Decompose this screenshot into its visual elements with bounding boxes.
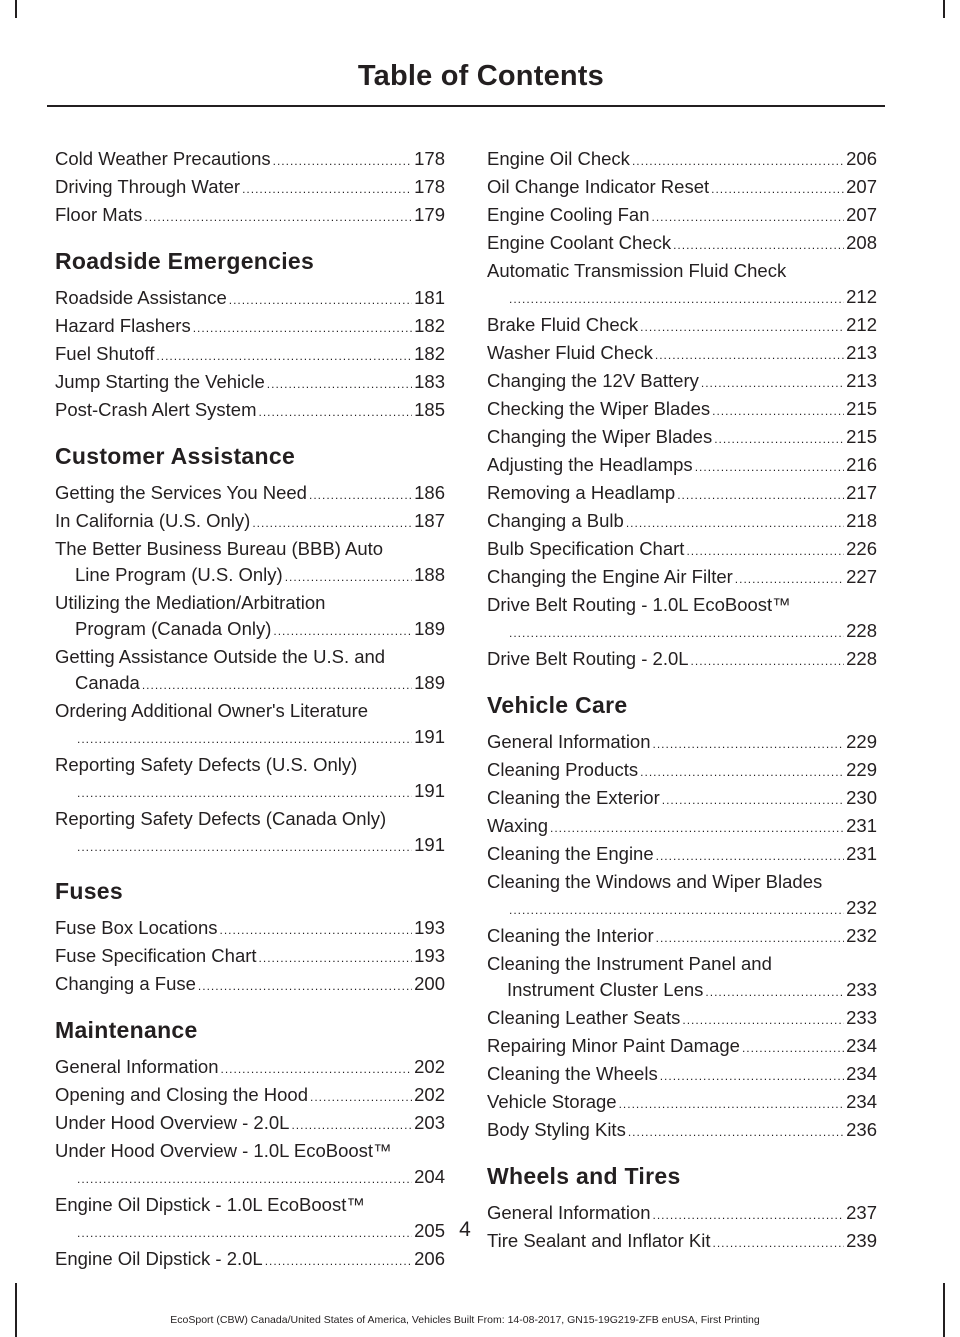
toc-entry[interactable] [487, 146, 877, 174]
dot-leader [628, 1119, 844, 1145]
toc-entry-leader-line [55, 341, 445, 369]
dot-leader [735, 566, 844, 592]
toc-column-right [487, 146, 877, 1256]
section-heading: Customer Assistance [55, 443, 296, 469]
dot-leader [309, 482, 412, 508]
toc-entry-leader-line [487, 646, 877, 674]
toc-entry-title: Getting Assistance Outside the U.S. and [55, 646, 386, 667]
toc-entry[interactable] [55, 480, 445, 508]
toc-entry-leader-line [487, 396, 877, 424]
toc-entry-leader-line [487, 757, 877, 785]
dot-leader [509, 286, 844, 312]
toc-entry[interactable] [55, 698, 445, 752]
toc-entry-leader-line [55, 1110, 445, 1138]
dot-leader [656, 843, 844, 869]
toc-entry[interactable] [487, 368, 877, 396]
toc-page-number: 237 [846, 1202, 877, 1223]
toc-entry[interactable] [487, 646, 877, 674]
toc-entry[interactable] [487, 452, 877, 480]
dot-leader [259, 945, 413, 971]
toc-page-number: 189 [414, 672, 445, 693]
toc-entry-leader-line [487, 340, 877, 368]
dot-leader [259, 399, 413, 425]
crop-mark-top-right [943, 0, 945, 18]
toc-entry-title: General Information [487, 731, 651, 752]
toc-page-number: 234 [846, 1091, 877, 1112]
toc-page-number: 232 [846, 925, 877, 946]
toc-entry[interactable] [487, 340, 877, 368]
dot-leader [677, 482, 844, 508]
toc-entry[interactable] [487, 951, 877, 1005]
toc-page-number: 189 [414, 618, 445, 639]
toc-entry-leader-line [487, 508, 877, 536]
toc-entry-title: Checking the Wiper Blades [487, 398, 711, 419]
toc-entry-title: Cold Weather Precautions [55, 148, 271, 169]
toc-entry-title: Hazard Flashers [55, 315, 191, 336]
toc-entry-title: Opening and Closing the Hood [55, 1084, 309, 1105]
toc-entry-leader-line [487, 1117, 877, 1145]
section-heading: Fuses [55, 878, 123, 904]
toc-page-number: 217 [846, 482, 877, 503]
toc-entry-leader-line [55, 369, 445, 397]
toc-entry-leader-line [55, 616, 445, 644]
toc-page-number: 230 [846, 787, 877, 808]
toc-entry-title-continued: Program (Canada Only) [75, 618, 272, 639]
toc-entry[interactable] [487, 536, 877, 564]
dot-leader [310, 1084, 412, 1110]
dot-leader [229, 287, 412, 313]
toc-entry-title-continued: Canada [75, 672, 140, 693]
toc-entry-title: Cleaning Leather Seats [487, 1007, 681, 1028]
dot-leader [714, 426, 844, 452]
toc-entry-leader-line [55, 146, 445, 174]
section-heading: Maintenance [55, 1017, 198, 1043]
toc-entry-leader-line [55, 832, 445, 860]
toc-page-number: 212 [846, 314, 877, 335]
toc-page-number: 233 [846, 979, 877, 1000]
dot-leader [652, 204, 845, 230]
toc-entry[interactable] [55, 313, 445, 341]
toc-entry-title-continued: Instrument Cluster Lens [507, 979, 704, 1000]
dot-leader [712, 398, 844, 424]
toc-page-number: 229 [846, 731, 877, 752]
toc-entry[interactable] [487, 1061, 877, 1089]
toc-page-number: 204 [414, 1166, 445, 1187]
toc-entry-leader-line [487, 174, 877, 202]
toc-entry-title: Engine Oil Check [487, 148, 630, 169]
toc-page-number: 234 [846, 1035, 877, 1056]
toc-entry[interactable] [487, 174, 877, 202]
toc-entry-title: Drive Belt Routing - 1.0L EcoBoost™ [487, 594, 791, 615]
dot-leader [626, 510, 844, 536]
footer-text: EcoSport (CBW) Canada/United States of America, Vehicles Built From: 14-08-2017, GN15-19G219-ZFB enUSA, First Printing [170, 1314, 760, 1326]
dot-leader [701, 370, 844, 396]
toc-entry[interactable] [55, 341, 445, 369]
toc-page-number: 226 [846, 538, 877, 559]
toc-entry-title: Floor Mats [55, 204, 143, 225]
toc-entry[interactable] [487, 1033, 877, 1061]
toc-entry[interactable] [487, 424, 877, 452]
toc-entry-title: Waxing [487, 815, 549, 836]
dot-leader [640, 314, 844, 340]
toc-entry-leader-line [55, 724, 445, 752]
toc-entry-leader-line [55, 1164, 445, 1192]
toc-entry-title: Fuel Shutoff [55, 343, 155, 364]
toc-page-number: 202 [414, 1056, 445, 1077]
toc-entry-title: Adjusting the Headlamps [487, 454, 693, 475]
toc-entry-leader-line [487, 480, 877, 508]
toc-entry[interactable] [487, 508, 877, 536]
toc-entry[interactable] [55, 644, 445, 698]
toc-page-number: 236 [846, 1119, 877, 1140]
toc-entry[interactable] [487, 564, 877, 592]
crop-mark-bottom-left [15, 1283, 17, 1337]
toc-entry-title: Engine Coolant Check [487, 232, 672, 253]
dot-leader [640, 759, 844, 785]
toc-entry[interactable] [487, 312, 877, 340]
toc-page-number: 216 [846, 454, 877, 475]
toc-entry-leader-line [487, 536, 877, 564]
toc-entry-leader-line [487, 564, 877, 592]
toc-entry-leader-line [487, 1061, 877, 1089]
toc-entry-leader-line [487, 230, 877, 258]
toc-entry[interactable] [55, 1110, 445, 1138]
toc-page-number: 183 [414, 371, 445, 392]
toc-entry-leader-line [487, 368, 877, 396]
toc-page-number: 228 [846, 648, 877, 669]
toc-page-number: 200 [414, 973, 445, 994]
dot-leader [653, 731, 845, 757]
toc-entry[interactable] [487, 923, 877, 951]
toc-entry-leader-line [487, 1089, 877, 1117]
dot-leader [252, 510, 412, 536]
toc-page-number: 207 [846, 176, 877, 197]
toc-entry-title: The Better Business Bureau (BBB) Auto [55, 538, 384, 559]
dot-leader [660, 1063, 844, 1089]
toc-entry[interactable] [55, 397, 445, 425]
toc-entry-title: Vehicle Storage [487, 1091, 617, 1112]
section-heading: Vehicle Care [487, 692, 628, 718]
dot-leader [77, 726, 412, 752]
toc-entry-leader-line [487, 618, 877, 646]
toc-entry-leader-line [55, 1054, 445, 1082]
toc-entry-title: Roadside Assistance [55, 287, 227, 308]
section-heading: Wheels and Tires [487, 1163, 681, 1189]
toc-entry[interactable] [55, 1246, 445, 1274]
toc-entry[interactable] [487, 1089, 877, 1117]
toc-page-number: 215 [846, 398, 877, 419]
toc-entry-leader-line [55, 313, 445, 341]
toc-page-number: 185 [414, 399, 445, 420]
dot-leader [242, 176, 412, 202]
toc-page-number: 239 [846, 1230, 877, 1251]
dot-leader [285, 564, 412, 590]
toc-page-number: 215 [846, 426, 877, 447]
toc-entry-title: Changing the 12V Battery [487, 370, 699, 391]
toc-page-number: 181 [414, 287, 445, 308]
toc-page-number: 203 [414, 1112, 445, 1133]
toc-entry-leader-line [487, 785, 877, 813]
dot-leader [686, 538, 844, 564]
toc-entry-title: Automatic Transmission Fluid Check [487, 260, 787, 281]
toc-page-number: 191 [414, 726, 445, 747]
toc-entry-title: Changing the Wiper Blades [487, 426, 713, 447]
toc-entry-leader-line [487, 813, 877, 841]
dot-leader [632, 148, 844, 174]
toc-entry[interactable] [55, 1054, 445, 1082]
toc-entry[interactable] [487, 729, 877, 757]
toc-entry-leader-line [55, 202, 445, 230]
dot-leader [619, 1091, 845, 1117]
toc-entry[interactable] [55, 508, 445, 536]
toc-entry-title: Getting the Services You Need [55, 482, 307, 503]
toc-entry-title: Cleaning the Engine [487, 843, 654, 864]
dot-leader [221, 1056, 413, 1082]
toc-entry-title: Cleaning the Exterior [487, 787, 660, 808]
toc-page-number: 207 [846, 204, 877, 225]
toc-entry-title: Under Hood Overview - 1.0L EcoBoost™ [55, 1140, 392, 1161]
toc-entry[interactable] [487, 841, 877, 869]
toc-entry[interactable] [55, 369, 445, 397]
toc-entry-title: Reporting Safety Defects (U.S. Only) [55, 754, 358, 775]
toc-entry-title: Cleaning the Wheels [487, 1063, 658, 1084]
dot-leader [198, 973, 412, 999]
toc-entry-leader-line [487, 424, 877, 452]
page-number: 4 [459, 1218, 471, 1241]
dot-leader [77, 1166, 412, 1192]
dot-leader [655, 342, 844, 368]
dot-leader [273, 148, 413, 174]
toc-entry[interactable] [487, 1005, 877, 1033]
toc-entry[interactable] [487, 592, 877, 646]
toc-entry-leader-line [487, 895, 877, 923]
dot-leader [156, 343, 412, 369]
toc-page-number: 231 [846, 815, 877, 836]
toc-page-number: 193 [414, 945, 445, 966]
toc-page-number: 187 [414, 510, 445, 531]
toc-entry[interactable] [55, 943, 445, 971]
toc-page-number: 218 [846, 510, 877, 531]
toc-entry[interactable] [487, 1117, 877, 1145]
toc-entry[interactable] [55, 915, 445, 943]
toc-entry-title: Cleaning the Instrument Panel and [487, 953, 772, 974]
toc-entry-title: Cleaning the Interior [487, 925, 654, 946]
toc-page-number: 205 [414, 1220, 445, 1241]
toc-entry-title: Changing the Engine Air Filter [487, 566, 733, 587]
toc-entry-leader-line [55, 285, 445, 313]
toc-page-number: 178 [414, 176, 445, 197]
dot-leader [193, 315, 412, 341]
toc-entry-leader-line [55, 508, 445, 536]
toc-entry-leader-line [55, 670, 445, 698]
dot-leader [705, 979, 844, 1005]
toc-page-number: 186 [414, 482, 445, 503]
toc-entry[interactable] [487, 202, 877, 230]
toc-entry-leader-line [487, 312, 877, 340]
toc-entry-leader-line [55, 1082, 445, 1110]
toc-entry-leader-line [487, 841, 877, 869]
toc-entry-title: Bulb Specification Chart [487, 538, 685, 559]
dot-leader [695, 454, 844, 480]
dot-leader [144, 204, 412, 230]
toc-entry-title: Engine Oil Dipstick - 1.0L EcoBoost™ [55, 1194, 365, 1215]
toc-entry-title: Oil Change Indicator Reset [487, 176, 710, 197]
toc-entry[interactable] [487, 230, 877, 258]
dot-leader [509, 897, 844, 923]
toc-entry-title: Washer Fluid Check [487, 342, 653, 363]
toc-entry-title: Jump Starting the Vehicle [55, 371, 265, 392]
toc-entry-title: Cleaning the Windows and Wiper Blades [487, 871, 823, 892]
toc-page-number: 202 [414, 1084, 445, 1105]
toc-entry-title: Driving Through Water [55, 176, 241, 197]
dot-leader [682, 1007, 844, 1033]
toc-entry-title: Engine Oil Dipstick - 2.0L [55, 1248, 263, 1269]
toc-page-number: 179 [414, 204, 445, 225]
dot-leader [656, 925, 845, 951]
toc-entry-leader-line [487, 284, 877, 312]
toc-entry[interactable] [55, 285, 445, 313]
dot-leader [291, 1112, 412, 1138]
toc-page-number: 206 [414, 1248, 445, 1269]
toc-entry[interactable] [487, 757, 877, 785]
toc-entry[interactable] [55, 536, 445, 590]
toc-page-number: 208 [846, 232, 877, 253]
toc-entry-title: Brake Fluid Check [487, 314, 639, 335]
toc-entry-title: In California (U.S. Only) [55, 510, 251, 531]
toc-entry-leader-line [487, 977, 877, 1005]
toc-entry-title: Drive Belt Routing - 2.0L [487, 648, 689, 669]
page-title: Table of Contents [357, 60, 604, 92]
toc-column-left [55, 146, 445, 1274]
toc-entry-leader-line [487, 146, 877, 174]
toc-entry[interactable] [55, 971, 445, 999]
toc-page-number: 213 [846, 342, 877, 363]
toc-entry-title: Tire Sealant and Inflator Kit [487, 1230, 711, 1251]
toc-entry-title: Fuse Box Locations [55, 917, 218, 938]
toc-entry-leader-line [55, 562, 445, 590]
toc-entry-leader-line [55, 943, 445, 971]
toc-entry[interactable] [487, 258, 877, 312]
toc-entry[interactable] [55, 590, 445, 644]
toc-entry-leader-line [487, 1005, 877, 1033]
toc-entry-title: Removing a Headlamp [487, 482, 676, 503]
dot-leader [662, 787, 844, 813]
dot-leader [77, 780, 412, 806]
dot-leader [219, 917, 412, 943]
toc-entry[interactable] [55, 174, 445, 202]
toc-entry-title: Changing a Bulb [487, 510, 624, 531]
toc-entry-leader-line [487, 1033, 877, 1061]
toc-entry-leader-line [55, 1246, 445, 1274]
toc-page-number: 229 [846, 759, 877, 780]
toc-entry[interactable] [487, 396, 877, 424]
toc-entry-title-continued: Line Program (U.S. Only) [75, 564, 283, 585]
toc-entry-title: Body Styling Kits [487, 1119, 626, 1140]
toc-entry-leader-line [487, 452, 877, 480]
toc-page-number: 228 [846, 620, 877, 641]
toc-page-number: 227 [846, 566, 877, 587]
toc-entry-leader-line [487, 729, 877, 757]
toc-entry-title: General Information [55, 1056, 219, 1077]
toc-entry-title: Repairing Minor Paint Damage [487, 1035, 740, 1056]
toc-page-number: 212 [846, 286, 877, 307]
dot-leader [273, 618, 412, 644]
toc-entry-title: Engine Cooling Fan [487, 204, 650, 225]
crop-mark-bottom-right [943, 1283, 945, 1337]
toc-page-number: 178 [414, 148, 445, 169]
toc-page-number: 193 [414, 917, 445, 938]
dot-leader [742, 1035, 844, 1061]
toc-entry-title: General Information [487, 1202, 651, 1223]
toc-entry[interactable] [487, 480, 877, 508]
dot-leader [77, 834, 412, 860]
dot-leader [711, 176, 844, 202]
toc-entry-leader-line [55, 915, 445, 943]
toc-entry[interactable] [487, 785, 877, 813]
toc-entry-leader-line [55, 397, 445, 425]
toc-page-number: 213 [846, 370, 877, 391]
toc-entry-title: Post-Crash Alert System [55, 399, 257, 420]
toc-entry-title: Changing a Fuse [55, 973, 196, 994]
toc-entry-title: Under Hood Overview - 2.0L [55, 1112, 290, 1133]
toc-page-number: 182 [414, 343, 445, 364]
toc-entry-title: Ordering Additional Owner's Literature [55, 700, 369, 721]
toc-entry-leader-line [55, 174, 445, 202]
dot-leader [673, 232, 844, 258]
toc-page-number: 206 [846, 148, 877, 169]
toc-entry[interactable] [55, 202, 445, 230]
dot-leader [142, 672, 412, 698]
crop-mark-top-left [15, 0, 17, 18]
dot-leader [265, 1248, 412, 1274]
toc-entry-leader-line [487, 202, 877, 230]
toc-entry[interactable] [55, 752, 445, 806]
header-divider [47, 105, 885, 107]
toc-page-number: 232 [846, 897, 877, 918]
toc-page-number: 182 [414, 315, 445, 336]
toc-entry[interactable] [55, 806, 445, 860]
toc-entry[interactable] [487, 813, 877, 841]
section-heading: Roadside Emergencies [55, 248, 315, 274]
toc-entry[interactable] [487, 869, 877, 923]
toc-entry[interactable] [55, 1138, 445, 1192]
dot-leader [691, 648, 845, 674]
toc-page-number: 231 [846, 843, 877, 864]
toc-entry[interactable] [55, 146, 445, 174]
dot-leader [509, 620, 844, 646]
toc-entry-leader-line [55, 778, 445, 806]
toc-page-number: 233 [846, 1007, 877, 1028]
toc-entry-title: Reporting Safety Defects (Canada Only) [55, 808, 387, 829]
toc-entry-leader-line [487, 923, 877, 951]
toc-entry-title: Utilizing the Mediation/Arbitration [55, 592, 326, 613]
toc-entry-leader-line [55, 480, 445, 508]
dot-leader [267, 371, 412, 397]
toc-entry-title: Fuse Specification Chart [55, 945, 257, 966]
toc-entry[interactable] [55, 1082, 445, 1110]
toc-page-number: 191 [414, 780, 445, 801]
toc-entry-title: Cleaning Products [487, 759, 639, 780]
toc-page-number: 234 [846, 1063, 877, 1084]
dot-leader [550, 815, 844, 841]
toc-entry-leader-line [55, 971, 445, 999]
toc-page-number: 188 [414, 564, 445, 585]
toc-page-number: 191 [414, 834, 445, 855]
